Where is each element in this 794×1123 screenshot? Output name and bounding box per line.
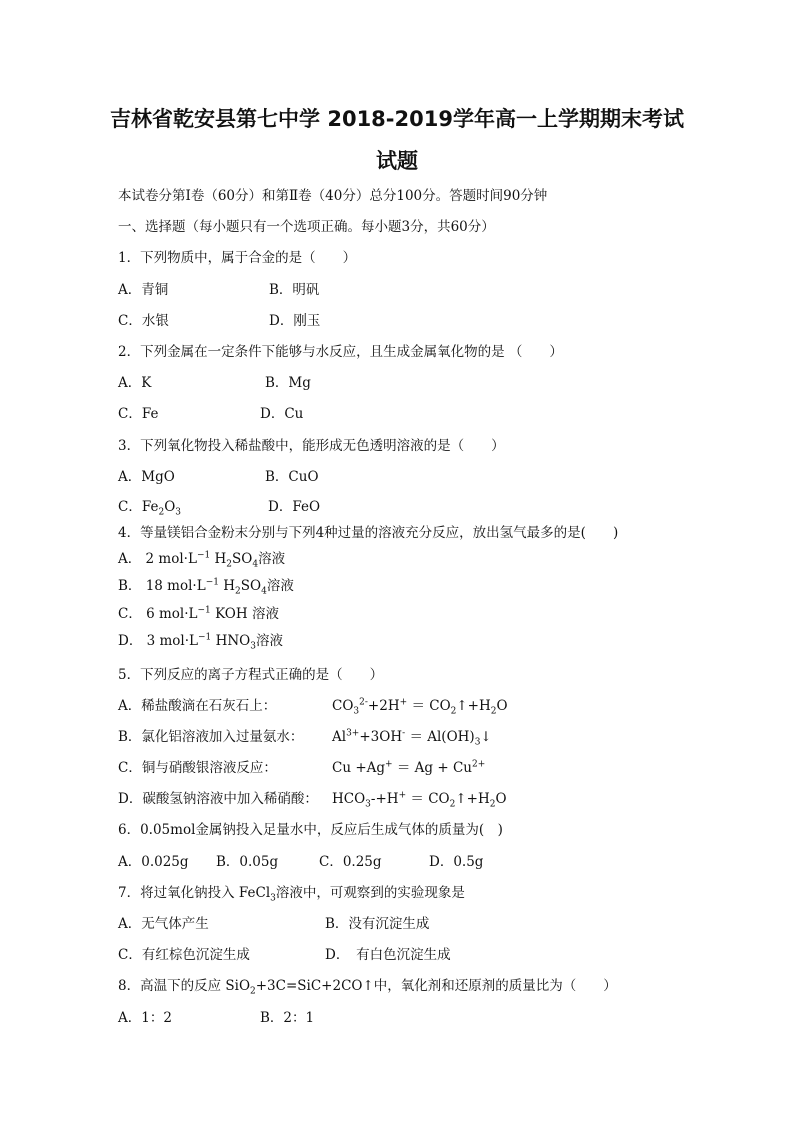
q6-option-c: C．0.25g	[319, 854, 382, 870]
q2-option-a: A．K	[118, 375, 152, 391]
q8-option-a: A．1：2	[118, 1010, 172, 1026]
q2-stem: 2．下列金属在一定条件下能够与水反应，且生成金属氧化物的是 （ ）	[118, 344, 563, 360]
q3-option-c: C．$Fe_2O_3$	[118, 499, 181, 518]
q4-option-b: B． 18 $mol\cdot L^{-1}$ $H_2SO_4$溶液	[118, 577, 294, 597]
q3-option-b: B．CuO	[265, 469, 319, 485]
q4-option-d: D． 3 $mol\cdot L^{-1}$ $HNO_3$溶液	[118, 632, 283, 652]
q6-stem: 6．0.05mol金属钠投入足量水中，反应后生成气体的质量为( )	[118, 822, 503, 838]
q1-option-c: C．水银	[118, 313, 169, 329]
q4-stem: 4．等量镁铝合金粉末分别与下列4种过量的溶液充分反应，放出氢气最多的是( )	[118, 525, 619, 541]
title-line1: 吉林省乾安县第七中学 2018-2019学年高一上学期期末考试	[110, 107, 684, 131]
q3-stem: 3．下列氧化物投入稀盐酸中，能形成无色透明溶液的是（ ）	[118, 438, 505, 454]
q7-stem: 7．将过氧化钠投入 FeCl$_3$溶液中，可观察到的实验现象是	[118, 885, 465, 904]
title-line2: 试题	[376, 149, 418, 173]
section-heading: 一、选择题（每小题只有一个选项正确。每小题3分，共60分）	[118, 219, 495, 235]
q5-stem: 5．下列反应的离子方程式正确的是（ ）	[118, 667, 384, 683]
q6-option-b: B．0.05g	[216, 854, 279, 870]
q1-option-d: D．刚玉	[269, 313, 321, 329]
q3-option-a: A．MgO	[118, 469, 175, 485]
q1-option-a: A．青铜	[118, 282, 169, 298]
q5-equation-a: $CO_3^{2-}+2H^+$ ＝ $CO_2↑+H_2O$	[332, 697, 508, 717]
q7-option-c: C．有红棕色沉淀生成	[118, 947, 250, 963]
q5-equation-b: $Al^{3+}+3OH^-$ ＝ $Al(OH)_3↓$	[332, 728, 492, 748]
q5-equation-d: $HCO_3-+H^+$ ＝ $CO_2↑+H_2O$	[332, 790, 507, 810]
q7-option-a: A．无气体产生	[118, 916, 209, 932]
q1-stem: 1．下列物质中，属于合金的是（ ）	[118, 250, 357, 266]
intro-text: 本试卷分第Ⅰ卷（60分）和第Ⅱ卷（40分）总分100分。答题时间90分钟	[118, 188, 548, 204]
q7-option-d: D． 有白色沉淀生成	[325, 947, 451, 963]
q8-option-b: B．2：1	[260, 1010, 315, 1026]
q6-option-d: D．0.5g	[429, 854, 484, 870]
q8-stem: 8．高温下的反应 SiO$_2$+3C=SiC+2CO↑中，氧化剂和还原剂的质量比为（ ）	[118, 978, 617, 997]
q2-option-b: B．Mg	[265, 375, 311, 391]
q7-option-b: B．没有沉淀生成	[325, 916, 430, 932]
q3-option-d: D．FeO	[268, 499, 321, 515]
q5-equation-c: $Cu +Ag^+ = Ag + Cu^{2+}$	[332, 759, 486, 776]
q4-option-c: C． 6 $mol\cdot L^{-1}$ KOH 溶液	[118, 605, 279, 622]
q6-option-a: A．0.025g	[118, 854, 189, 870]
exam-page: 吉林省乾安县第七中学 2018-2019学年高一上学期期末考试 试题 本试卷分第Ⅰ卷（60分）和第Ⅱ卷（40分）总分100分。答题时间90分钟 一、选择题（每小题只有一个选项正确。每小题3分，共60分） 1．下列物质中，属于合金的是（ ） A．青铜 B．明矾 C．水银 D．刚玉 2．下列金属在一定条件下能够与水反应，且生成金属氧化物的是 （ ） A．K B．Mg C．Fe D．Cu 3．下列氧化物投入稀盐酸中，能形成无色透明溶液的是（ ） A．MgO B．CuO C．$Fe_2O_3$ D．FeO 4．等量镁铝合金粉末分别与下列4种过量的溶液充分反应，放出氢气最多的是( ) A． 2 $mol\cdot L^{-1}$ $H_2SO_4$溶液 B． 18 $mol\cdot L^{-1}$ $H_2SO_4$溶液 C． 6 $mol\cdot L^{-1}$ KOH 溶液 D． 3 $mol\cdot L^{-1}$ $HNO_3$溶液 5．下列反应的离子方程式正确的是（ ） A．稀盐酸滴在石灰石上： $CO_3^{2-}+2H^+$ ＝ $CO_2↑+H_2O$ B．氯化铝溶液加入过量氨水： $Al^{3+}+3OH^-$ ＝ $Al(OH)_3↓$ C．铜与硝酸银溶液反应： $Cu +Ag^+ = Ag + Cu^{2+}$ D．碳酸氢钠溶液中加入稀硝酸： $HCO_3-+H^+$ ＝ $CO_2↑+H_2O$ 6．0.05mol金属钠投入足量水中，反应后生成气体的质量为( ) A．0.025g B．0.05g C．0.25g D．0.5g 7．将过氧化钠投入 FeCl$_3$溶液中，可观察到的实验现象是 A．无气体产生 B．没有沉淀生成 C．有红棕色沉淀生成 D． 有白色沉淀生成 8．高温下的反应 SiO$_2$+3C=SiC+2CO↑中，氧化剂和还原剂的质量比为（ ） A．1：2 B．2：1	[0, 0, 794, 1123]
q2-option-d: D．Cu	[260, 406, 304, 422]
q4-option-a: A． 2 $mol\cdot L^{-1}$ $H_2SO_4$溶液	[118, 550, 286, 570]
q1-option-b: B．明矾	[269, 282, 320, 298]
q2-option-c: C．Fe	[118, 406, 159, 422]
